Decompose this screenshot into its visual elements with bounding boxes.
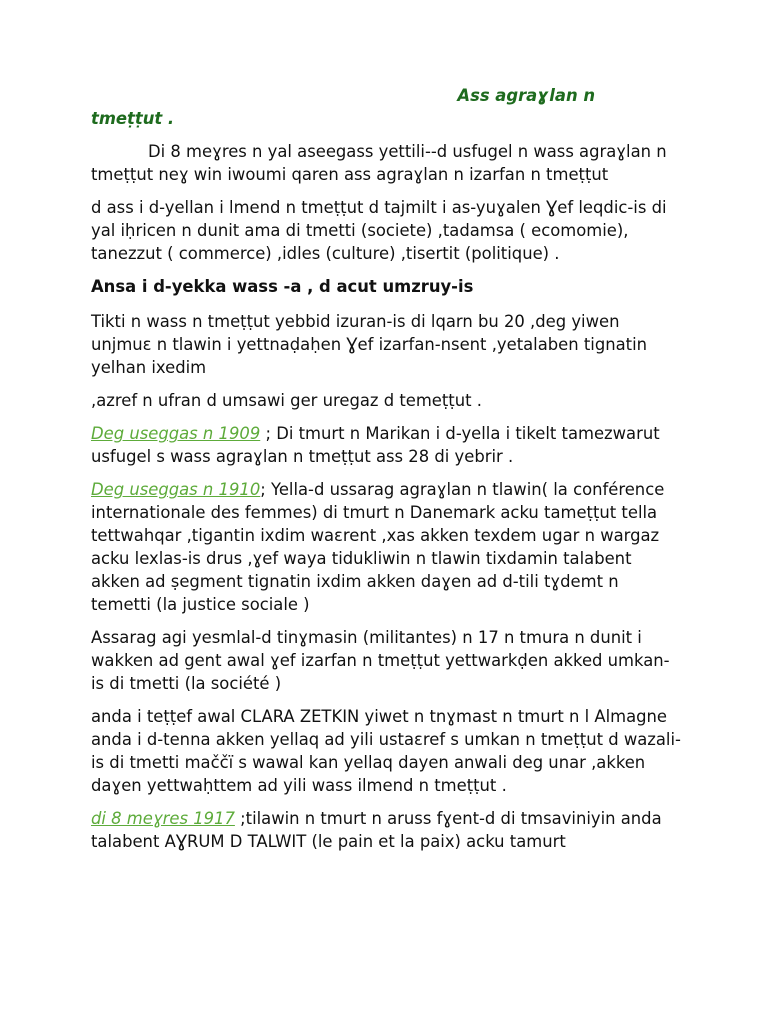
paragraph-1917-text: ;tilawin n tmurt n aruss fɣent-d di tmsaviniyin anda talabent AƔRUM D TALWIT (le pain et la paix) acku tamurt xyxy=(91,809,662,851)
paragraph-rights: ,azref n ufran d umsawi ger uregaz d temeṭṭut . xyxy=(91,391,482,410)
paragraph-origin: Tikti n wass n tmeṭṭut yebbid izuran-is di lqarn bu 20 ,deg yiwen unjmuɛ n tlawin i yettnaḍaḥen Ɣef izarfan-nsent ,yetalaben tignatin yelhan ixedim xyxy=(91,312,648,377)
paragraph-1910 xyxy=(91,478,681,616)
title-line-2: tmeṭṭut . xyxy=(91,109,175,128)
paragraph-clara-zetkin: anda i teṭṭef awal CLARA ZETKIN yiwet n tnɣmast n tmurt n l Almagne anda i d-tenna akken yellaq ad yili ustaɛref s umkan n tmeṭṭut d wazali-is di tmetti maččï s wawal kan yellaq dayen anwali deg unar ,akken daɣen yettwaḥttem ad yili wass ilmend n tmeṭṭut . xyxy=(91,707,681,795)
section-heading: Ansa i d-yekka wass -a , d acut umzruy-is xyxy=(91,277,474,296)
paragraph-1909 xyxy=(91,422,681,468)
document-page xyxy=(91,84,681,863)
link-1910[interactable]: Deg useggas n 1910 xyxy=(91,480,261,499)
paragraph-1909-text: ; Di tmurt n Marikan i d-yella i tikelt tamezwarut usfugel s wass agraɣlan n tmeṭṭut ass 28 di yebrir . xyxy=(91,424,660,466)
link-1909[interactable]: Deg useggas n 1909 xyxy=(91,424,261,443)
title-line-1: Ass agraɣlan n xyxy=(457,86,595,105)
paragraph-1917 xyxy=(91,807,681,853)
paragraph-assembly: Assarag agi yesmlal-d tinɣmasin (militantes) n 17 n tmura n dunit i wakken ad gent awal ɣef izarfan n tmeṭṭut yettwarkḍen akked umkan-is di tmetti (la société ) xyxy=(91,628,670,693)
paragraph-intro: Di 8 meɣres n yal aseegass yettili--d usfugel n wass agraɣlan n tmeṭṭut neɣ win iwoumi qaren ass agraɣlan n izarfan n tmeṭṭut xyxy=(91,142,667,184)
link-1917[interactable]: di 8 meɣres 1917 xyxy=(91,809,235,828)
paragraph-1910-text: ; Yella-d ussarag agraɣlan n tlawin( la conférence internationale des femmes) di tmurt n Danemark acku tameṭṭut tella tettwahqar ,tigantin ixdim waɛrent ,xas akken texdem ugar n wargaz acku lexlas-is drus ,ɣef waya tidukliwin n tlawin tixdamin talabent akken ad ṣegment tignatin ixdim akken daɣen ad d-tili tɣdemt n temetti (la justice sociale ) xyxy=(91,480,665,614)
paragraph-definition: d ass i d-yellan i lmend n tmeṭṭut d tajmilt i as-yuɣalen Ɣef leqdic-is di yal iḥricen n dunit ama di tmetti (societe) ,tadamsa ( ecomomie), tanezzut ( commerce) ,idles (culture) ,tisertit (politique) . xyxy=(91,198,667,263)
